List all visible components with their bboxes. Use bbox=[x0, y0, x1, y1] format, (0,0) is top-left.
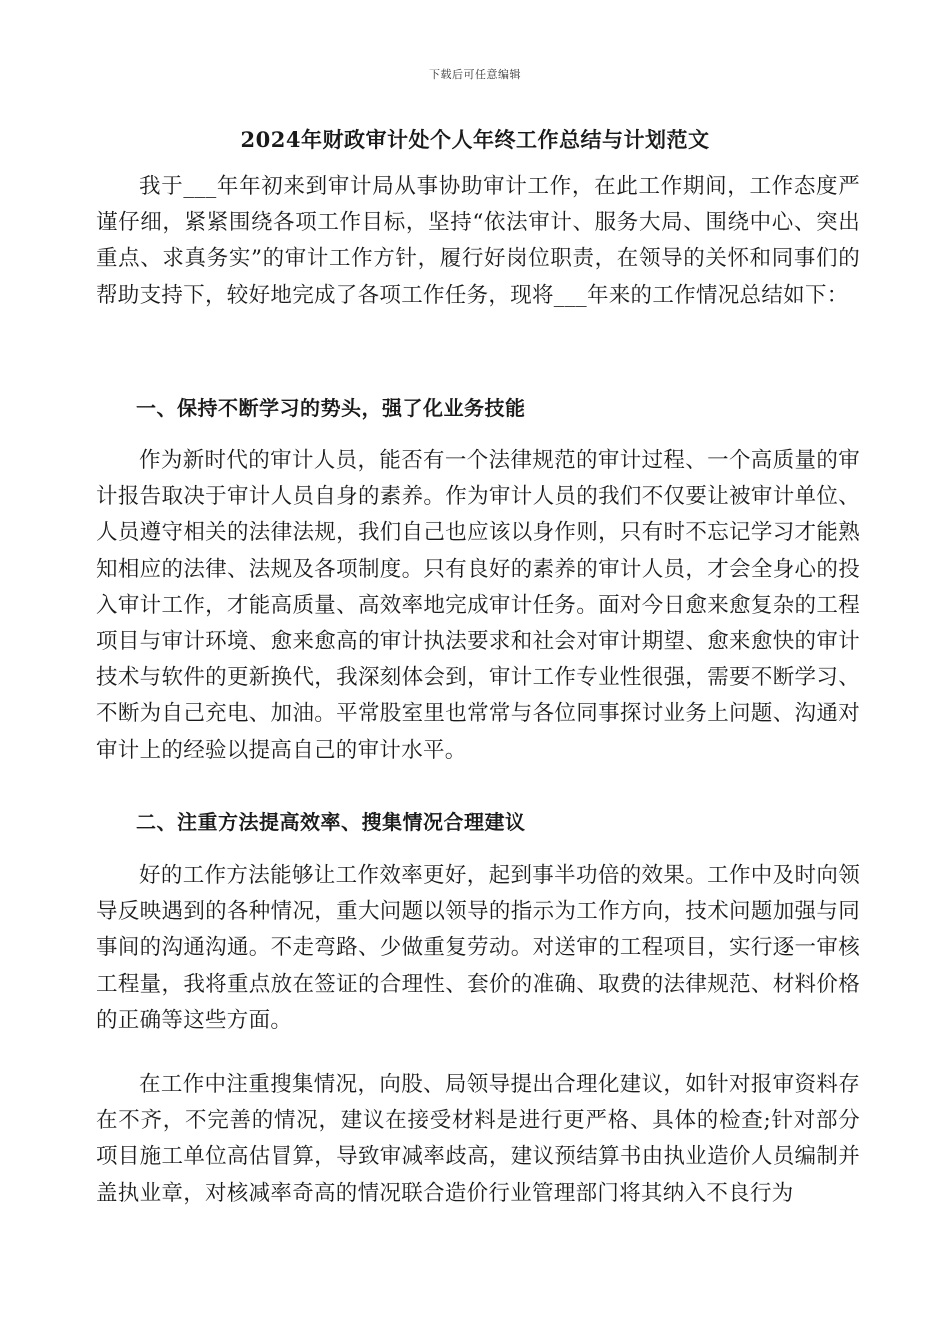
document-title: 2024年财政审计处个人年终工作总结与计划范文 bbox=[240, 127, 710, 152]
header-note: 下载后可任意编辑 bbox=[429, 68, 521, 81]
section2-paragraph-2: 在工作中注重搜集情况，向股、局领导提出合理化建议，如针对报审资料存在不齐，不完善的情况，建议在接受材料是进行更严格、具体的检查;针对部分项目施工单位高估冒算，导致审减率歧高，建议预结算书由执业造价人员编制并盖执业章，对核减率奇高的情况联合造价行业管理部门将其纳入不良行为 bbox=[96, 1072, 860, 1206]
section1-heading: 一、保持不断学习的势头，强了化业务技能 bbox=[136, 396, 526, 420]
section2-paragraph-1: 好的工作方法能够让工作效率更好，起到事半功倍的效果。工作中及时向领导反映遇到的各种情况，重大问题以领导的指示为工作方向，技术问题加强与同事间的沟通沟通。不走弯路、少做重复劳动。对送审的工程项目，实行逐一审核工程量，我将重点放在签证的合理性、套价的准确、取费的法律规范、材料价格的正确等这些方面。 bbox=[96, 863, 860, 1033]
section2-block-2 bbox=[96, 1067, 860, 1212]
section1-paragraph: 作为新时代的审计人员，能否有一个法律规范的审计过程、一个高质量的审计报告取决于审计人员自身的素养。作为审计人员的我们不仅要让被审计单位、人员遵守相关的法律法规，我们自己也应该以身作则，只有时不忘记学习才能熟知相应的法律、法规及各项制度。只有良好的素养的审计人员，才会全身心的投入审计工作，才能高质量、高效率地完成审计任务。面对今日愈来愈复杂的工程项目与审计环境、愈来愈高的审计执法要求和社会对审计期望、愈来愈快的审计技术与软件的更新换代，我深刻体会到，审计工作专业性很强，需要不断学习、不断为自己充电、加油。平常股室里也常常与各位同事探讨业务上问题、沟通对审计上的经验以提高自己的审计水平。 bbox=[96, 448, 860, 763]
intro-paragraph: 我于___年年初来到审计局从事协助审计工作，在此工作期间，工作态度严谨仔细，紧紧围绕各项工作目标，坚持“依法审计、服务大局、围绕中心、突出重点、求真务实”的审计工作方针，履行好岗位职责，在领导的关怀和同事们的帮助支持下，较好地完成了各项工作任务，现将___年来的工作情况总结如下： bbox=[96, 174, 860, 308]
section2-block-1 bbox=[96, 858, 860, 1039]
section2-heading: 二、注重方法提高效率、搜集情况合理建议 bbox=[136, 810, 526, 834]
section1-block bbox=[96, 443, 860, 769]
intro-block bbox=[96, 169, 860, 314]
